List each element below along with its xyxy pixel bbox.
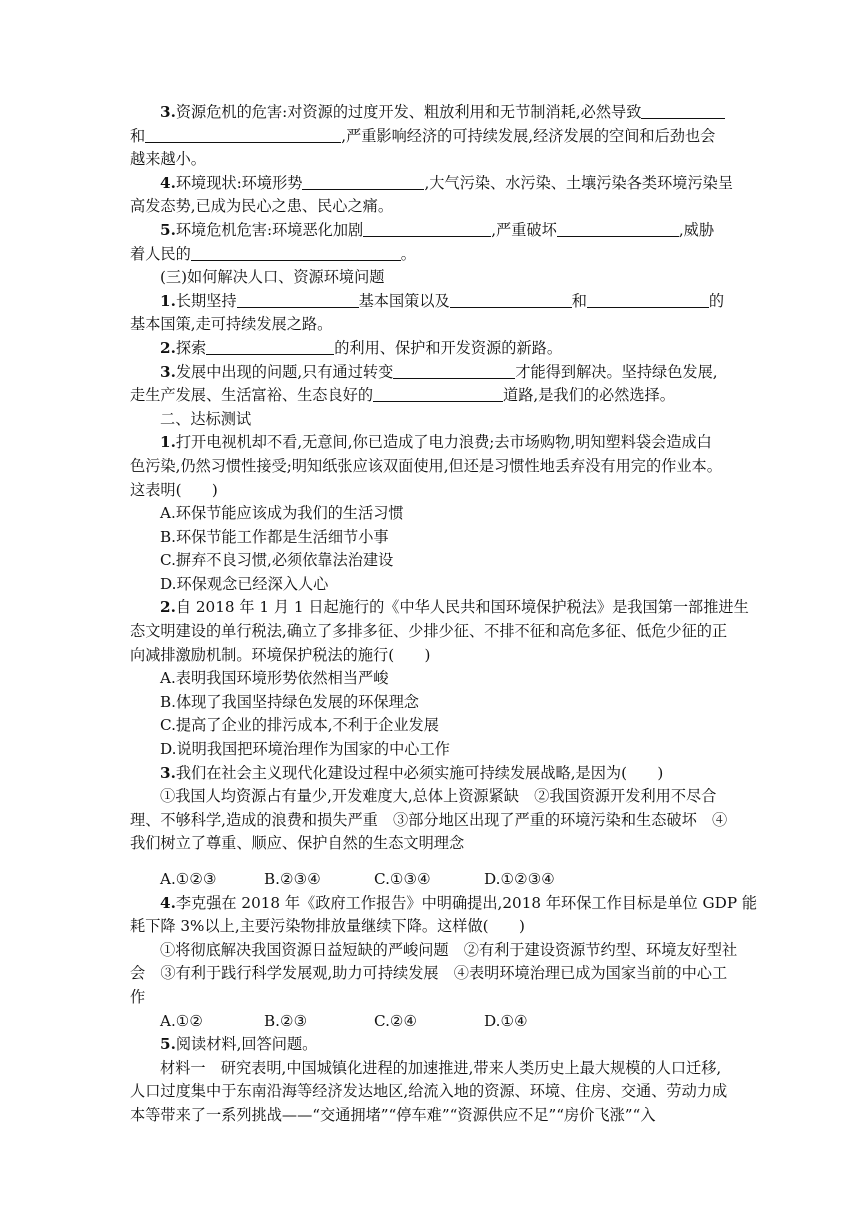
question-number: 3. xyxy=(160,763,176,782)
question-3-line4: 我们树立了尊重、顺应、保护自然的生态文明理念 xyxy=(130,834,465,853)
option-b[interactable]: B.②③④ xyxy=(264,870,321,888)
text: 打开电视机却不看,无意间,你已造成了电力浪费;去市场购物,明知塑料袋会造成白 xyxy=(175,433,712,452)
option-d[interactable]: D.①④ xyxy=(484,1011,528,1030)
q4-environment-line1 xyxy=(130,172,734,196)
solution-2-line1 xyxy=(130,337,730,361)
q3-crisis-line1 xyxy=(130,101,730,125)
text: ,大气污染、水污染、土壤污染各类环境污染呈 xyxy=(424,173,734,192)
option-c[interactable]: C.①③④ xyxy=(374,870,431,888)
solution-1-line1 xyxy=(130,290,730,314)
fill-blank[interactable] xyxy=(145,127,341,143)
material-1-line2: 人口过度集中于东南沿海等经济发达地区,给流入地的资源、环境、住房、交通、劳动力成 xyxy=(130,1082,728,1101)
fill-blank[interactable] xyxy=(302,174,424,190)
text: 。 xyxy=(400,244,416,263)
option-a[interactable]: A.①② xyxy=(160,1011,204,1030)
text: 李克强在 2018 年《政府工作报告》中明确提出,2018 年环保工作目标是单位 GDP 能 xyxy=(175,893,758,912)
fill-blank[interactable] xyxy=(557,221,679,237)
question-4-line5: 作 xyxy=(130,987,146,1006)
question-4-line4: 会 ③有利于践行科学发展观,助力可持续发展 ④表明环境治理已成为国家当前的中心工 xyxy=(130,964,728,983)
fill-blank[interactable] xyxy=(363,221,491,237)
text: 着人民的 xyxy=(130,244,191,263)
text: 基本国策以及 xyxy=(358,291,450,310)
text: 基本国策,走可持续发展之路。 xyxy=(130,315,333,334)
fill-blank[interactable] xyxy=(373,386,503,402)
fill-blank[interactable] xyxy=(206,339,334,355)
text: 才能得到解决。坚持绿色发展, xyxy=(515,362,718,381)
text: 资源危机的危害:对资源的过度开发、粗放利用和无节制消耗,必然导致 xyxy=(175,103,642,121)
question-4-line3: ①将彻底解决我国资源日益短缺的严峻问题 ②有利于建设资源节约型、环境友好型社 xyxy=(160,940,738,959)
material-1-line3: 本等带来了一系列挑战——“交通拥堵”“停车难”“资源供应不足”“房价飞涨”“入 xyxy=(130,1105,656,1124)
option-b[interactable]: B.环保节能工作都是生活细节小事 xyxy=(160,527,389,546)
text: 环境现状:环境形势 xyxy=(175,173,303,192)
q3-crisis-line3 xyxy=(130,148,730,172)
text: 长期坚持 xyxy=(175,291,237,310)
question-number: 5. xyxy=(160,1035,176,1054)
text: 自 2018 年 1 月 1 日起施行的《中华人民共和国环境保护税法》是我国第一部推进生 xyxy=(175,598,749,617)
option-b[interactable]: B.体现了我国坚持绿色发展的环保理念 xyxy=(160,692,419,711)
question-4-line1 xyxy=(130,892,758,916)
fill-blank[interactable] xyxy=(237,292,359,308)
text: ,威胁 xyxy=(678,220,715,239)
option-c[interactable]: C.②④ xyxy=(374,1011,418,1030)
text: 走生产发展、生活富裕、生态良好的 xyxy=(130,386,373,405)
text: 道路,是我们的必然选择。 xyxy=(503,386,675,405)
question-2-line3: 向减排激励机制。环境保护税法的施行( ) xyxy=(130,645,431,664)
question-3-line1 xyxy=(130,762,730,786)
fill-blank[interactable] xyxy=(191,245,401,261)
question-2-line2: 态文明建设的单行税法,确立了多排多征、少排少征、不排不征和高危多征、低危少征的正 xyxy=(130,622,728,641)
text: 我们在社会主义现代化建设过程中必须实施可持续发展战略,是因为( ) xyxy=(175,763,664,782)
question-number: 2. xyxy=(160,598,176,617)
fill-blank[interactable] xyxy=(393,363,515,379)
text: 环境危机危害:环境恶化加剧 xyxy=(175,220,364,239)
item-number: 1. xyxy=(160,291,176,310)
text: 发展中出现的问题,只有通过转变 xyxy=(175,362,394,381)
question-1-line2: 色污染,仍然习惯性接受;明知纸张应该双面使用,但还是习惯性地丢弃没有用完的作业本。 xyxy=(130,456,722,475)
text: 高发态势,已成为民心之患、民心之痛。 xyxy=(130,197,394,216)
option-d[interactable]: D.环保观念已经深入人心 xyxy=(160,574,329,593)
solution-3-line1 xyxy=(130,361,730,385)
item-number: 3. xyxy=(160,362,176,381)
fill-blank[interactable] xyxy=(450,292,572,308)
question-5-line1 xyxy=(130,1033,730,1057)
question-4-line2: 耗下降 3%以上,主要污染物排放量继续下降。这样做( ) xyxy=(130,917,525,936)
text: 探索 xyxy=(175,338,207,357)
option-c[interactable]: C.摒弃不良习惯,必须依靠法治建设 xyxy=(160,551,394,570)
option-c[interactable]: C.提高了企业的排污成本,不利于企业发展 xyxy=(160,716,439,735)
q5-harm-line1 xyxy=(130,219,730,243)
q4-environment-line2 xyxy=(130,195,730,219)
question-3-line2: ①我国人均资源占有量少,开发难度大,总体上资源紧缺 ②我国资源开发利用不尽合 xyxy=(160,787,717,806)
text: 的利用、保护和开发资源的新路。 xyxy=(334,338,563,357)
fill-blank[interactable] xyxy=(587,292,709,308)
item-number: 4. xyxy=(160,173,176,192)
text: ,严重影响经济的可持续发展,经济发展的空间和后劲也会 xyxy=(341,126,716,145)
question-number: 1. xyxy=(160,433,176,452)
text: 和 xyxy=(130,126,146,145)
question-1-line1 xyxy=(130,431,730,455)
text: ,严重破坏 xyxy=(491,220,557,239)
text: 阅读材料,回答问题。 xyxy=(175,1035,318,1054)
question-1-line3: 这表明( ) xyxy=(130,480,218,499)
option-b[interactable]: B.②③ xyxy=(264,1011,308,1030)
option-d[interactable]: D.①②③④ xyxy=(484,870,555,888)
section-heading: (三)如何解决人口、资源环境问题 xyxy=(160,268,385,287)
text: 和 xyxy=(571,291,587,310)
item-number: 2. xyxy=(160,338,176,357)
option-a[interactable]: A.①②③ xyxy=(160,870,217,888)
q5-harm-line2 xyxy=(130,243,730,267)
option-a[interactable]: A.表明我国环境形势依然相当严峻 xyxy=(160,669,389,688)
text: 越来越小。 xyxy=(130,150,206,169)
solution-3-line2 xyxy=(130,384,730,408)
fill-blank[interactable] xyxy=(641,103,725,119)
item-number: 3. xyxy=(160,103,176,121)
solution-1-line2 xyxy=(130,313,730,337)
option-d[interactable]: D.说明我国把环境治理作为国家的中心工作 xyxy=(160,740,450,759)
option-a[interactable]: A.环保节能应该成为我们的生活习惯 xyxy=(160,504,404,523)
question-number: 4. xyxy=(160,893,176,912)
options-row xyxy=(130,868,730,892)
text: 的 xyxy=(708,291,725,310)
test-heading: 二、达标测试 xyxy=(160,409,252,428)
options-row xyxy=(130,1010,730,1034)
question-2-line1 xyxy=(130,596,749,620)
item-number: 5. xyxy=(160,220,176,239)
material-1-line1: 材料一 研究表明,中国城镇化进程的加速推进,带来人类历史上最大规模的人口迁移, xyxy=(160,1058,722,1077)
q3-crisis-line2 xyxy=(130,125,730,149)
question-3-line3: 理、不够科学,造成的浪费和损失严重 ③部分地区出现了严重的环境污染和生态破坏 ④ xyxy=(130,810,728,829)
